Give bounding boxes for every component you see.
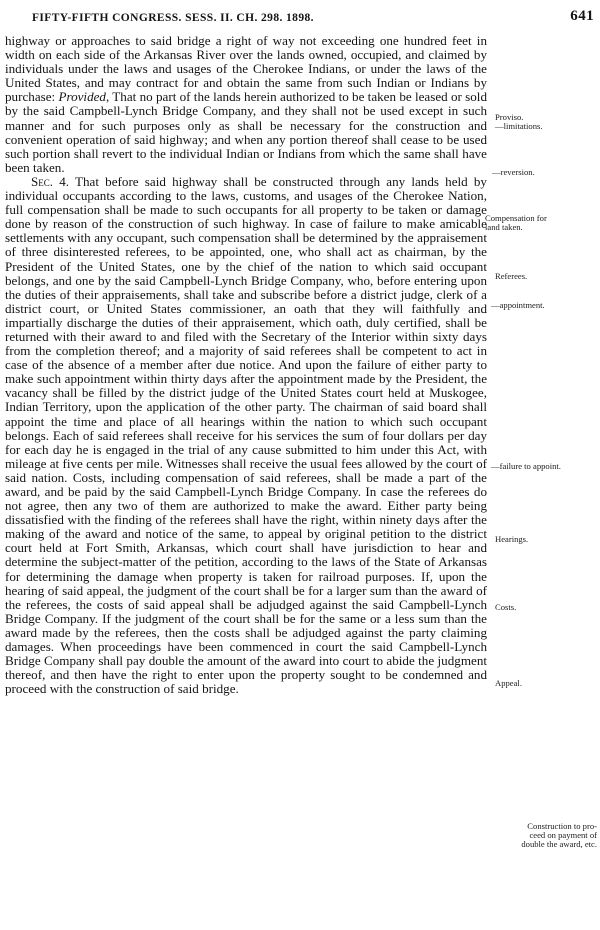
margin-note-appeal: Appeal. xyxy=(495,678,522,688)
margin-note-hearings: Hearings. xyxy=(495,534,529,544)
margin-note-referees: Referees. xyxy=(495,271,528,281)
statute-body xyxy=(5,34,487,696)
margin-note-costs: Costs. xyxy=(495,602,517,612)
margin-note-compensation: Compensation for land taken. xyxy=(485,213,547,233)
running-head-title: FIFTY-FIFTH CONGRESS. SESS. II. CH. 298. 1898. xyxy=(32,12,314,24)
section-label: Sec. 4. xyxy=(31,173,70,189)
text-run: , That no part of the lands herein authorized to be taken be leased or sold by the said Campbell-Lynch Bridge Company, and they shall not be used except in such manner and for such purposes only as shall be necessary for the construction and convenient operation of said highway; and when any portion thereof shall cease to be used such portion shall revert to the individual Indian or Indians from which the same shall have been taken. xyxy=(5,89,487,175)
margin-note-failure-to-appoint: —failure to appoint. xyxy=(491,461,561,471)
paragraph-section-4 xyxy=(5,175,487,696)
margin-note-proviso: Proviso. —limitations. xyxy=(495,112,543,132)
margin-note-reversion: —reversion. xyxy=(492,167,535,177)
margin-note-construction: Construction to pro- ceed on payment of double the award, etc. xyxy=(521,821,597,850)
text-run: That before said highway shall be constructed through any lands held by individual occupants according to the laws, customs, and usages of the Cherokee Nation, full compensation shall be made to such occupants for all property to be taken or damage done by reason of the construction of such highway. In case of failure to make amicable settlements with any occupant, such compensation shall be determined by the appraisement of three disinterested referees, to be appointed, one, who shall act as chairman, by the President of the United States, one by the chief of the nation to which said occupant belongs, and one by the said Campbell-Lynch Bridge Company, who, before entering upon the duties of their appraisements, shall take and subscribe before a district judge, clerk of a district court, or United States commissioner, an oath that they will faithfully and impartially discharge the duties of their appraisement, which oath, duly certified, shall be returned with their award to and filed with the Secretary of the Interior within sixty days from the completion thereof; and a majority of said referees shall be competent to act in case of the absence of a member after due notice. And upon the failure of either party to make such appointment within thirty days after the appointment made by the President, the vacancy shall be filled by the district judge of the United States court held at Muskogee, Indian Territory, upon the application of the other party. The chairman of said board shall appoint the time and place of all hearings within the nation to which such occupant belongs. Each of said referees shall receive for his services the sum of four dollars per day for each day he is engaged in the trial of any cause submitted to him under this Act, with mileage at five cents per mile. Witnesses shall receive the usual fees allowed by the court of said nation. Costs, including compensation of said referees, shall be made a part of the award, and be paid by the said Campbell-Lynch Bridge Company. In case the referees do not agree, then any two of them are authorized to make the award. Either party being dissatisfied with the finding of the referees shall have the right, within ninety days after the making of the award and notice of the same, to appeal by original petition to the district court held at Fort Smith, Arkansas, which court shall have jurisdiction to hear and determine the subject-matter of the petition, according to the laws of the State of Arkansas for determining the damage when property is taken for railroad purposes. If, upon the hearing of said appeal, the judgment of the court shall be for a larger sum than the award of the referees, the costs of said appeal shall be adjudged against the said Campbell-Lynch Bridge Company. If the judgment of the court shall be for the same or a less sum than the award made by the referees, then the costs shall be adjudged against the party claiming damages. When proceedings have been commenced in court the said Campbell-Lynch Bridge Company shall pay double the amount of the award into court to abide the judgment thereof, and then have the right to enter upon the property sought to be condemned and proceed with the construction of said bridge. xyxy=(5,173,487,697)
text-run: highway or approaches to said bridge a right of way not exceeding one hundred feet in width on each side of the Arkansas River over the lands owned, occupied, and claimed by individuals under the laws and usages of the Cherokee Indians, or under the laws of the United States, and may contract for and obtain the same from such Indian or Indians by purchase: xyxy=(5,33,487,105)
margin-note-appointment: —appointment. xyxy=(491,300,545,310)
paragraph-continuation xyxy=(5,34,487,175)
proviso-italic: Provided xyxy=(58,89,106,105)
running-header xyxy=(32,8,594,28)
page-number: 641 xyxy=(570,8,594,24)
